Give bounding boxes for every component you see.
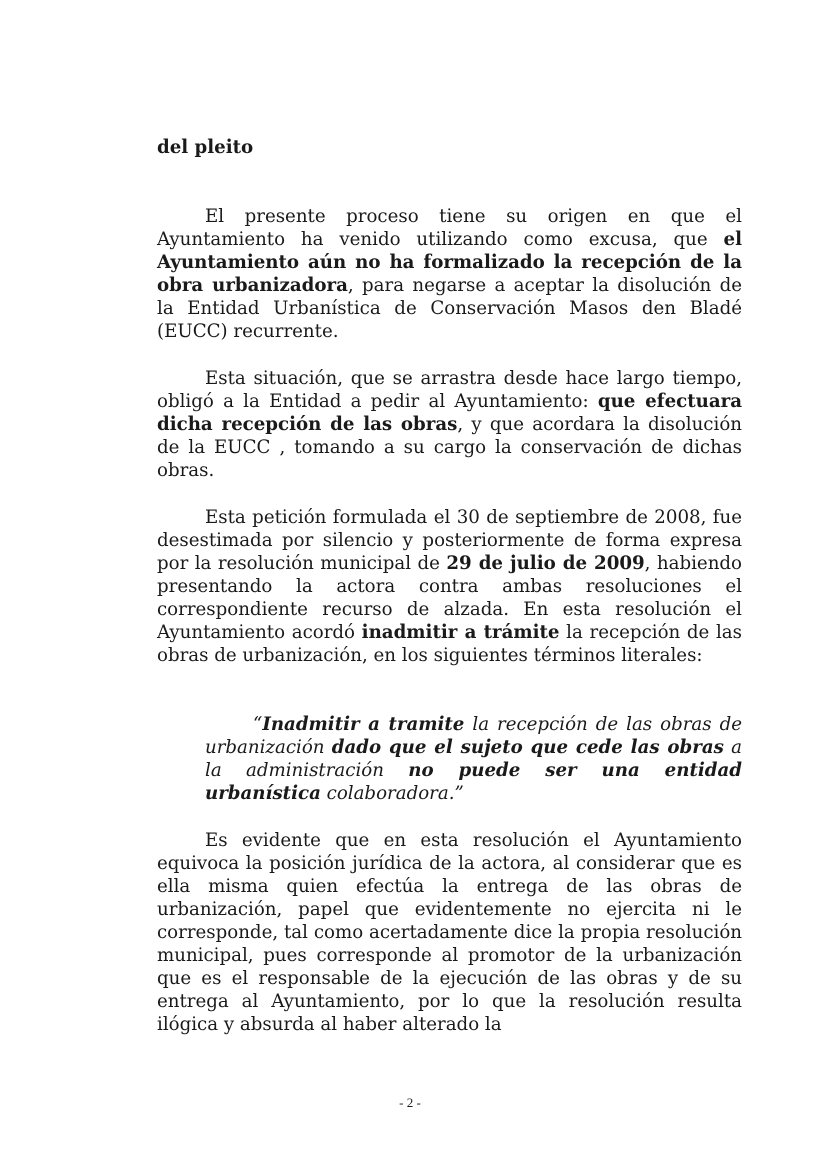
p2-bold-b: que efectuara dicha recepción de las obras bbox=[157, 391, 742, 435]
quoted-resolution bbox=[205, 713, 742, 805]
quote-bold-a: Inadmitir a tramite bbox=[262, 714, 465, 735]
quote-close-mark: ” bbox=[454, 783, 464, 804]
p1-bold-b: el Ayuntamiento aún no ha formalizado la recepción de la obra urbanizadora bbox=[157, 229, 742, 296]
page-number: - 2 - bbox=[399, 1095, 421, 1110]
section-heading: del pleito bbox=[157, 137, 254, 158]
quote-bold-e: no puede ser una entidad urbanística bbox=[205, 760, 742, 804]
quote-text-b: la recepción de las obras de urbanización bbox=[205, 714, 742, 758]
paragraph-origin bbox=[157, 205, 742, 343]
p3-text-e: la recepción de las obras de urbanización, en los siguientes términos literales: bbox=[157, 622, 742, 666]
p1-text-c: , para negarse a aceptar la disolución de la Entidad Urbanística de Conservación Masos den Bladé (EUCC) recurrente. bbox=[157, 275, 742, 342]
quote-text-f: colaboradora. bbox=[320, 783, 455, 804]
paragraph-petition bbox=[157, 506, 742, 667]
p3-bold-b: 29 de julio de 2009 bbox=[446, 553, 645, 574]
p3-text-c: , habiendo presentando la actora contra ambas resoluciones el correspondiente recurso de alzada. En esta resolución el Ayuntamiento acordó bbox=[157, 553, 742, 643]
quote-text-d: a la administración bbox=[205, 737, 743, 781]
document-body bbox=[157, 136, 742, 1036]
p2-text-c: , y que acordara la disolución de la EUCC , tomando a su cargo la conservación de dichas obras. bbox=[157, 414, 742, 481]
quote-bold-c: dado que el sujeto que cede las obras bbox=[331, 737, 724, 758]
paragraph-situation bbox=[157, 367, 742, 482]
p2-text-a: Esta situación, que se arrastra desde hace largo tiempo, obligó a la Entidad a pedir al Ayuntamiento: bbox=[157, 368, 742, 412]
p3-text-a: Esta petición formulada el 30 de septiembre de 2008, fue desestimada por silencio y posteriormente de forma expresa por la resolución municipal de bbox=[157, 507, 742, 574]
quote-open-mark: “ bbox=[253, 714, 263, 735]
p3-bold-d: inadmitir a trámite bbox=[361, 622, 560, 643]
p1-text-a: El presente proceso tiene su origen en que el Ayuntamiento ha venido utilizando como excusa, que bbox=[157, 206, 742, 250]
paragraph-analysis: Es evidente que en esta resolución el Ayuntamiento equivoca la posición jurídica de la actora, al considerar que es ella misma quien efectúa la entrega de las obras de urbanización, papel que evidentemente no ejercita ni le corresponde, tal como acertadamente dice la propia resolución municipal, pues corresponde al promotor de la urbanización que es el responsable de la ejecución de las obras y de su entrega al Ayuntamiento, por lo que la resolución resulta ilógica y absurda al haber alterado la bbox=[157, 830, 742, 1035]
